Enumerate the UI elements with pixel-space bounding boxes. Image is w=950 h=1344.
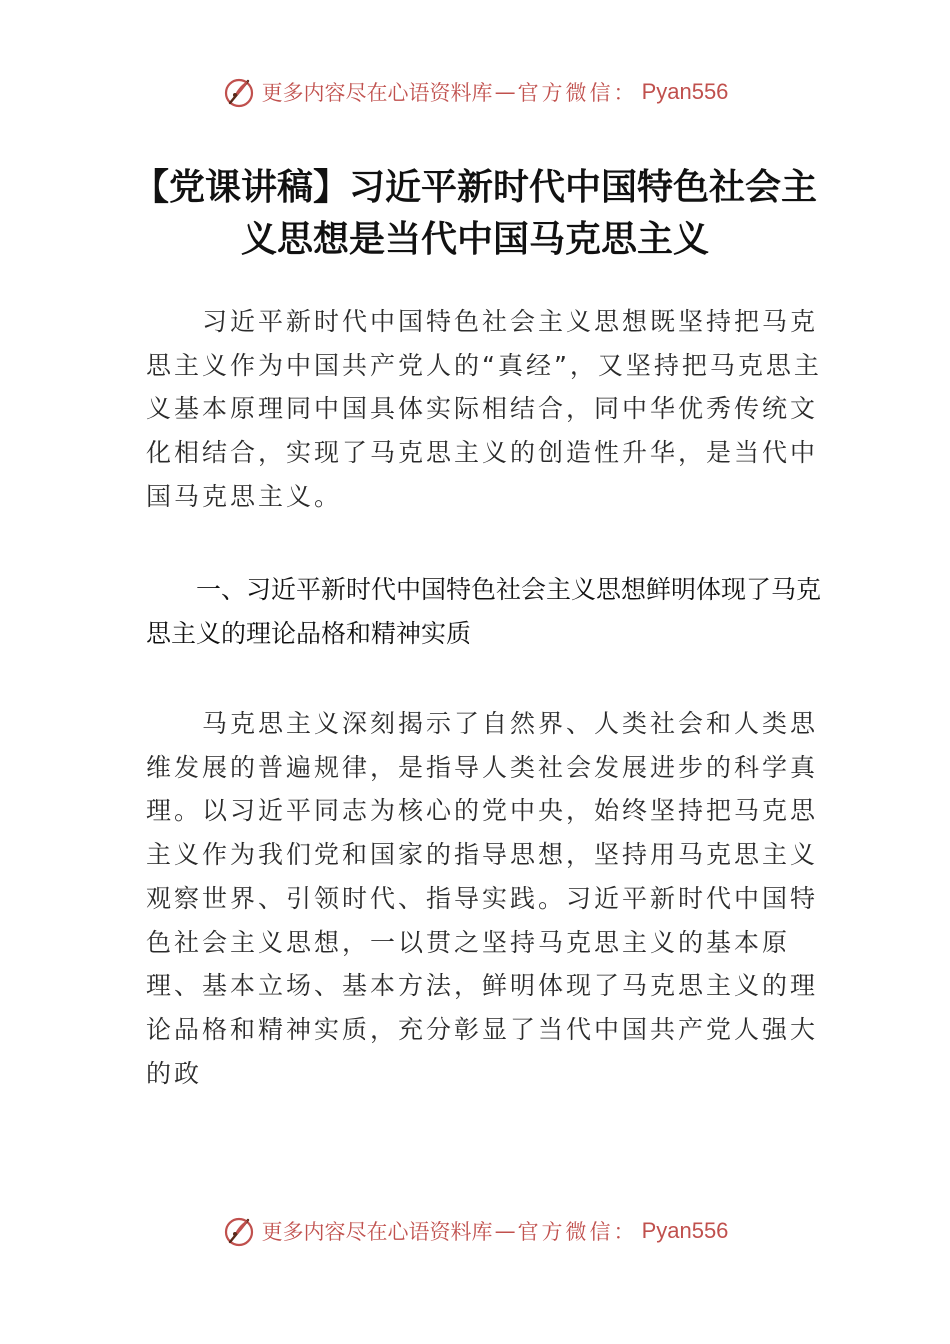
footer-watermark-banner	[0, 1211, 950, 1251]
banner-wechat-label: 官方微信：	[517, 1220, 638, 1244]
banner-text: 更多内容尽在心语资料库	[261, 81, 493, 105]
banner-text: 更多内容尽在心语资料库	[261, 1220, 493, 1244]
banner-dash: —	[494, 80, 516, 104]
banner-wechat-id: Pyan556	[641, 1218, 729, 1243]
quill-pen-logo-icon	[222, 1214, 256, 1248]
banner-wechat-label: 官方微信：	[517, 81, 638, 105]
quill-pen-logo-icon	[222, 75, 256, 109]
header-watermark-banner	[0, 72, 950, 112]
section-heading: 一、习近平新时代中国特色社会主义思想鲜明体现了马克思主义的理论品格和精神实质	[146, 575, 822, 648]
document-title: 【党课讲稿】习近平新时代中国特色社会主义思想是当代中国马克思主义	[132, 167, 817, 260]
paragraph-body: 马克思主义深刻揭示了自然界、人类社会和人类思维发展的普遍规律，是指导人类社会发展进步的科学真理。以习近平同志为核心的党中央，始终坚持把马克思主义作为我们党和国家的指导思想，坚持用马克思主义观察世界、引领时代、指导实践。习近平新时代中国特色社会主义思想，一以贯之坚持马克思主义的基本原理、基本立场、基本方法，鲜明体现了马克思主义的理论品格和精神实质，充分彰显了当代中国共产党人强大的政	[146, 709, 819, 1088]
banner-dash: —	[494, 1219, 516, 1243]
paragraph-intro: 习近平新时代中国特色社会主义思想既坚持把马克思主义作为中国共产党人的“真经”，又坚持把马克思主义基本原理同中国具体实际相结合，同中华优秀传统文化相结合，实现了马克思主义的创造性升华，是当代中国马克思主义。	[146, 307, 822, 511]
banner-wechat-id: Pyan556	[641, 79, 729, 104]
